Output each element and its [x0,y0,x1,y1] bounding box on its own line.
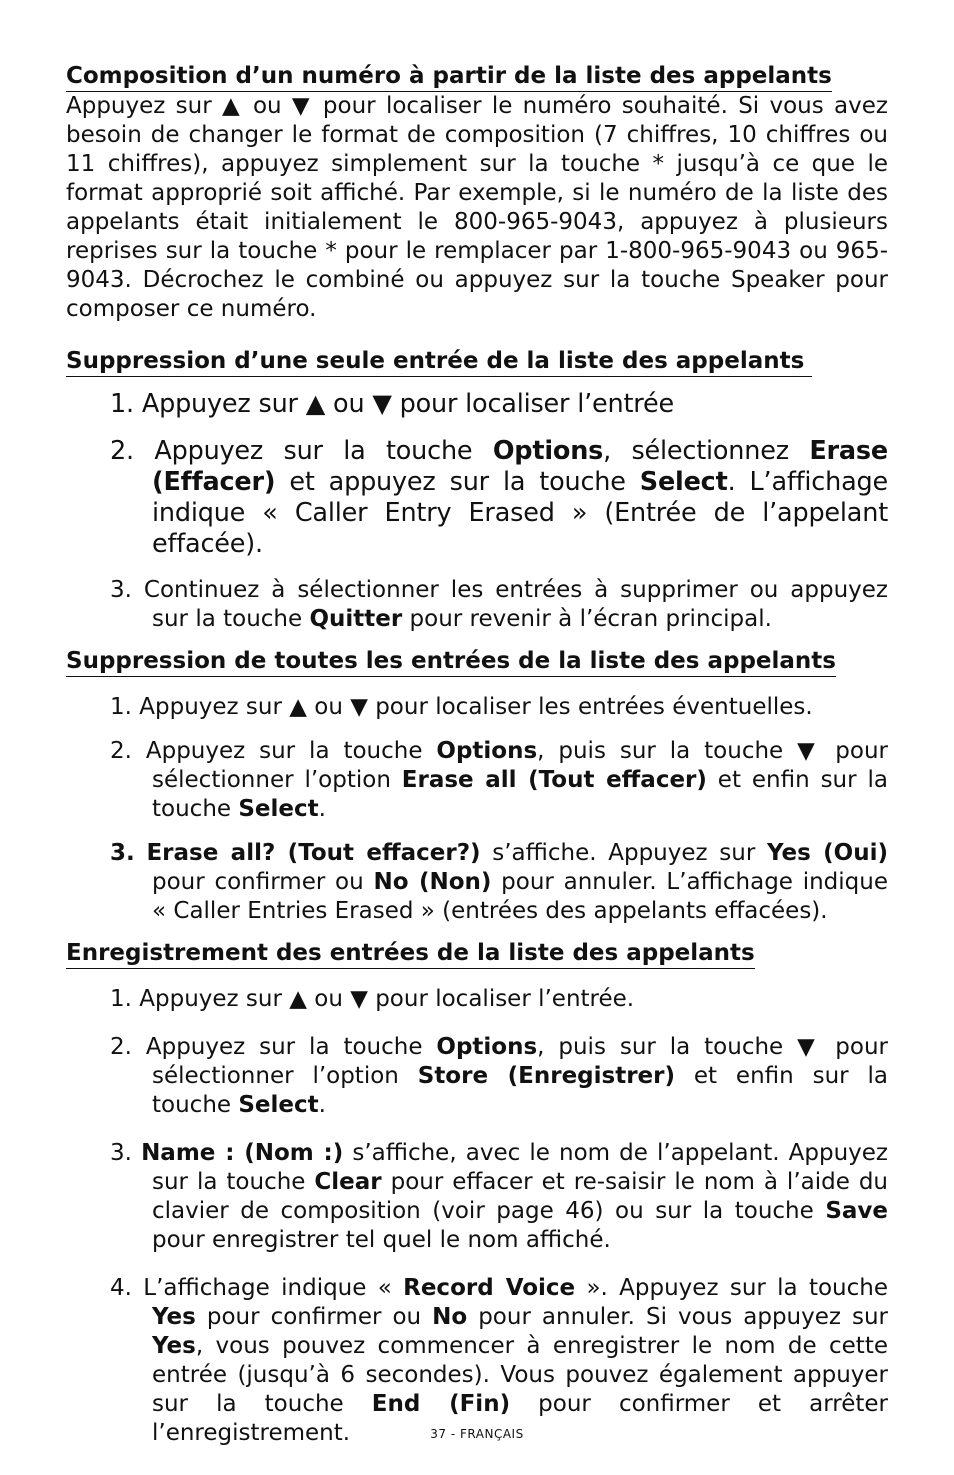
step-text: . [318,1092,326,1118]
key-yes: Yes [152,1304,196,1330]
step-text: et enfin sur la touche [152,1063,888,1118]
step-number: 2. [110,436,134,466]
key-options: Options [492,436,604,466]
step-3 [66,839,888,926]
step-text: ». Appuyez sur la touche [575,1275,889,1301]
section-delete-all-entries [66,647,888,926]
section-heading: Suppression de toutes les entrées de la liste des appelants [66,647,836,677]
step-number: 2. [110,1034,132,1060]
step-text: pour revenir à l’écran principal. [402,606,772,632]
step-number: 4. [110,1275,132,1301]
step-text: Appuyez sur la touche [145,738,437,764]
key-yes: Yes (Oui) [766,840,888,866]
key-save: Save [825,1198,888,1224]
step-text: pour effacer et re-saisir le nom à l’aide du clavier de composition (voir page 46) ou sur la touche [152,1169,888,1224]
key-no: No [432,1304,468,1330]
step-text: pour confirmer et arrêter l’enregistrement. [152,1391,888,1446]
key-options: Options [436,738,538,764]
steps-list [66,389,888,634]
step-1 [66,985,888,1014]
step-text: Continuez à sélectionner les entrées à supprimer ou appuyez sur la touche [143,577,888,632]
step-text: s’affiche. Appuyez sur [480,840,767,866]
key-options: Options [436,1034,538,1060]
section-heading: Suppression d’une seule entrée de la liste des appelants [66,347,812,377]
option-erase-all: Erase all (Tout effacer) [401,767,707,793]
prompt-name: Name : (Nom :) [141,1140,344,1166]
step-text: , sélectionnez [603,436,810,466]
section-heading: Enregistrement des entrées de la liste des appelants [66,939,755,969]
section-delete-single-entry [66,347,888,634]
step-text: Appuyez sur la touche [145,1034,437,1060]
step-text: et appuyez sur la touche [275,467,640,497]
step-text: et enfin sur la touche [152,767,888,822]
key-select: Select [238,796,319,822]
step-text: Appuyez sur ▲ ou ▼ pour localiser l’entrée [141,389,674,419]
section-heading: Composition d’un numéro à partir de la liste des appelants [66,62,832,92]
section-dial-from-caller-list [66,62,888,324]
step-3 [66,1139,888,1255]
steps-list [66,693,888,926]
step-2 [66,737,888,824]
step-number: 3. [110,577,132,603]
step-text: pour confirmer ou [195,1304,433,1330]
steps-list [66,985,888,1448]
step-text: s’affiche, avec le nom de l’appelant. Appuyez sur la touche [152,1140,888,1195]
step-number: 2. [110,738,132,764]
step-text: pour annuler. L’affichage indique « Caller Entries Erased » (entrées des appelants effacées). [152,869,888,924]
step-text: , puis sur la touche ▼ pour sélectionner l’option [152,1034,888,1089]
step-text: . [318,796,326,822]
prompt-erase-all: Erase all? (Tout effacer?) [146,840,481,866]
option-store: Store (Enregistrer) [417,1063,675,1089]
step-number: 1. [110,986,132,1012]
manual-page [66,62,888,1448]
step-number: 1. [110,389,134,419]
step-1 [66,693,888,722]
step-text: Appuyez sur ▲ ou ▼ pour localiser l’entrée. [139,986,635,1012]
step-3 [66,576,888,634]
step-4 [66,1274,888,1448]
step-1 [66,389,888,420]
step-text: L’affichage indique « [143,1275,404,1301]
step-2 [66,1033,888,1120]
step-number: 1. [110,694,132,720]
key-clear: Clear [314,1169,382,1195]
section-store-entries [66,939,888,1448]
step-text: . L’affichage indique « Caller Entry Erased » (Entrée de l’appelant effacée). [152,467,888,559]
key-select: Select [639,467,728,497]
step-text: , puis sur la touche ▼ pour sélectionner l’option [152,738,888,793]
key-end: End (Fin) [371,1391,511,1417]
step-text: pour enregistrer tel quel le nom affiché. [152,1227,611,1253]
step-text: , vous pouvez commencer à enregistrer le nom de cette entrée (jusqu’à 6 secondes). Vous pouvez également appuyer sur la touche [152,1333,888,1417]
key-select: Select [238,1092,319,1118]
step-number: 3. [110,1140,132,1166]
prompt-record-voice: Record Voice [403,1275,576,1301]
step-2 [66,436,888,560]
step-text: pour annuler. Si vous appuyez sur [467,1304,888,1330]
step-text: Appuyez sur la touche [154,436,493,466]
option-erase: Erase (Effacer) [152,436,889,497]
page-footer: 37 - FRANÇAIS [430,1427,524,1441]
step-text: pour confirmer ou [152,869,374,895]
key-yes: Yes [152,1333,196,1359]
step-text: Appuyez sur ▲ ou ▼ pour localiser les entrées éventuelles. [139,694,813,720]
key-no: No (Non) [373,869,492,895]
step-number: 3. [110,840,135,866]
section-body: Appuyez sur ▲ ou ▼ pour localiser le numéro souhaité. Si vous avez besoin de changer le format de composition (7 chiffres, 10 chiffres ou 11 chiffres), appuyez simplement sur la touche * jusqu’à ce que le format approprié soit affiché. Par exemple, si le numéro de la liste des appelants était initialement le 800-965-9043, appuyez à plusieurs reprises sur la touche * pour le remplacer par 1-800-965-9043 ou 965-9043. Décrochez le combiné ou appuyez sur la touche Speaker pour composer ce numéro. [66,93,888,322]
key-quitter: Quitter [309,606,403,632]
